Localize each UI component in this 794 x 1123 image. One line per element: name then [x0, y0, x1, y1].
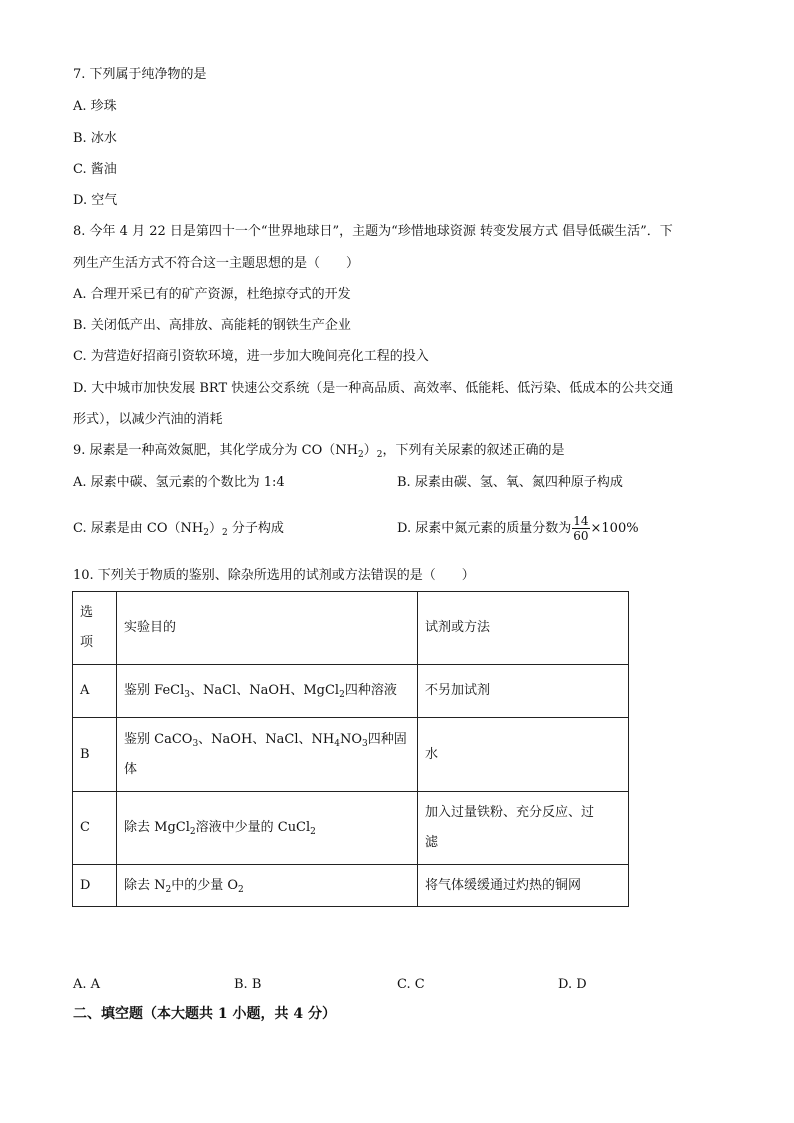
row-purpose [117, 718, 418, 792]
purpose-subscript: 3 [184, 690, 190, 700]
header-purpose: 实验目的 [117, 592, 418, 665]
row-purpose [117, 865, 418, 907]
table-row [73, 665, 629, 718]
fraction-denominator: 60 [573, 529, 589, 543]
row-method: 水 [418, 718, 629, 792]
purpose-subscript: 3 [192, 738, 199, 749]
table-row [73, 865, 629, 907]
q9-option-c-text-a: C. 尿素是由 CO（NH [73, 521, 204, 536]
purpose-subscript: 3 [362, 738, 368, 749]
row-purpose [117, 792, 418, 865]
q8-option-d: D. 大中城市加快发展 BRT 快速公交系统（是一种高品质、高效率、低能耗、低污染、低成本的公共交通 [73, 381, 674, 396]
table-row [73, 792, 629, 865]
header-option [73, 592, 117, 665]
purpose-text: 溶液中少量的 CuCl [195, 820, 311, 835]
purpose-subscript: 2 [165, 884, 172, 895]
q9-option-a: A. 尿素中碳、氢元素的个数比为 1:4 [73, 475, 285, 490]
q10-answer-b: B. B [234, 977, 262, 992]
q9-option-c-subscript-outer: 2 [221, 528, 228, 538]
q10-table [72, 591, 629, 907]
row-method [418, 792, 629, 865]
q9-option-d-text: D. 尿素中氮元素的质量分数为 [397, 521, 572, 536]
row-method: 不另加试剂 [418, 665, 629, 718]
purpose-subscript: 4 [334, 738, 340, 749]
purpose-text: 四种固 [367, 731, 407, 747]
header-option-line2: 项 [80, 635, 94, 650]
purpose-text: 、NaOH、NaCl、NH [198, 731, 335, 747]
q9-stem-text-a: 9. 尿素是一种高效氮肥，其化学成分为 CO（NH [73, 443, 358, 458]
table-row [73, 718, 629, 792]
purpose-subscript: 2 [189, 827, 196, 837]
q9-stem-text-b: ） [363, 443, 377, 458]
q7-option-a: A. 珍珠 [73, 99, 117, 114]
row-option: B [73, 718, 117, 792]
purpose-text: 鉴别 FeCl [124, 683, 185, 698]
q9-option-c-text-c: 分子构成 [227, 521, 284, 536]
fraction-numerator: 14 [573, 514, 589, 528]
q7-option-d: D. 空气 [73, 193, 118, 208]
q8-option-b: B. 关闭低产出、高排放、高能耗的钢铁生产企业 [73, 318, 351, 333]
purpose-text: 体 [124, 761, 138, 777]
q7-stem: 7. 下列属于纯净物的是 [73, 67, 207, 82]
q9-stem [73, 442, 565, 460]
q9-option-d-fraction [572, 514, 589, 543]
header-option-line1: 选 [80, 605, 94, 620]
purpose-text: 鉴别 CaCO [124, 731, 193, 747]
row-option: C [73, 792, 117, 865]
purpose-subscript: 2 [339, 690, 345, 700]
q9-stem-subscript-outer: 2 [376, 450, 383, 460]
q10-table-header-row [73, 592, 629, 665]
section-heading: 二、填空题（本大题共 1 小题，共 4 分） [73, 1006, 336, 1022]
q8-option-c: C. 为营造好招商引资软环境，进一步加大晚间亮化工程的投入 [73, 349, 429, 364]
q8-option-d-continued: 形式），以减少汽油的消耗 [73, 412, 223, 427]
row-purpose [117, 665, 418, 718]
q8-option-a: A. 合理开采已有的矿产资源，杜绝掠夺式的开发 [73, 287, 351, 302]
purpose-subscript: 2 [310, 827, 316, 837]
purpose-text: 、NaCl、NaOH、MgCl [189, 683, 340, 698]
q9-stem-text-c: ，下列有关尿素的叙述正确的是 [382, 443, 565, 458]
purpose-text: 四种溶液 [344, 683, 397, 698]
row-method: 将气体缓缓通过灼热的铜网 [418, 865, 629, 907]
q10-answer-d: D. D [558, 977, 587, 992]
purpose-text: 除去 MgCl [124, 820, 190, 835]
purpose-subscript: 2 [238, 884, 244, 895]
header-method: 试剂或方法 [418, 592, 629, 665]
q8-stem-line1: 8. 今年 4 月 22 日是第四十一个“世界地球日”，主题为“珍惜地球资源 转变发展方式 倡导低碳生活”．下 [73, 224, 673, 239]
q7-option-c: C. 酱油 [73, 162, 117, 177]
purpose-text: NO [339, 731, 363, 747]
purpose-text: 除去 N [124, 877, 166, 893]
method-line2: 滤 [425, 835, 439, 850]
q9-stem-subscript: 2 [358, 450, 364, 460]
q10-answer-a: A. A [73, 977, 101, 992]
q8-stem-line2: 列生产生活方式不符合这一主题思想的是（ ） [73, 256, 360, 271]
row-option: D [73, 865, 117, 907]
q10-stem: 10. 下列关于物质的鉴别、除杂所选用的试剂或方法错误的是（ ） [73, 568, 475, 583]
purpose-text: 中的少量 O [171, 877, 239, 893]
q9-option-d-percent: ×100% [590, 521, 639, 536]
q9-option-c-text-b: ） [208, 521, 222, 536]
q7-option-b: B. 冰水 [73, 131, 117, 146]
row-option: A [73, 665, 117, 718]
q9-option-c [73, 520, 284, 538]
method-line1: 加入过量铁粉、充分反应、过 [425, 805, 595, 820]
q9-option-d [397, 509, 639, 549]
q9-option-c-subscript: 2 [203, 528, 209, 538]
q9-option-b: B. 尿素由碳、氢、氧、氮四种原子构成 [397, 475, 623, 490]
q10-answer-c: C. C [397, 977, 425, 992]
